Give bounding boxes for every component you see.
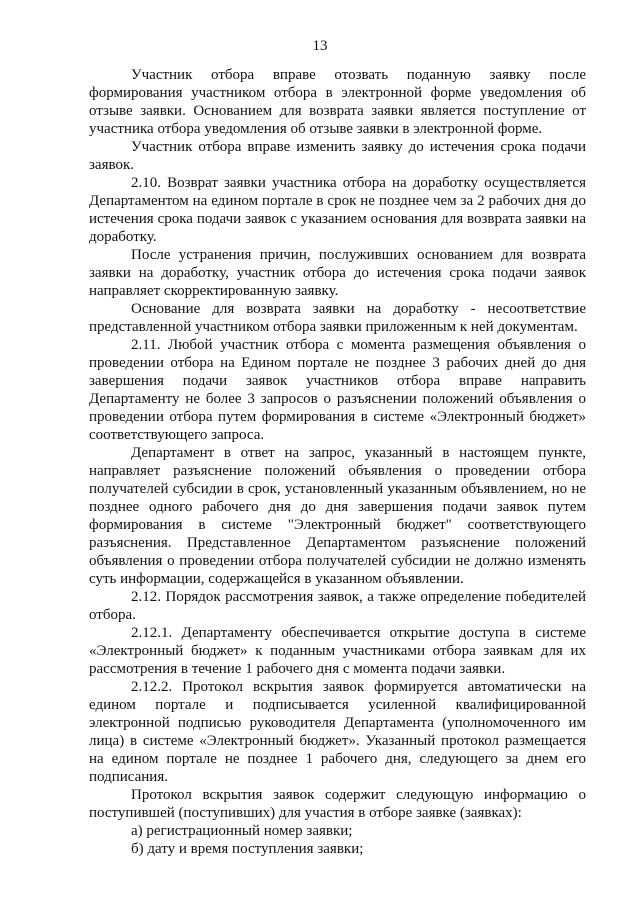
paragraph-withdraw-application: Участник отбора вправе отозвать поданную заявку после формирования участником отбора в электронной форме уведомления об отзыве заявки. Основанием для возврата заявки является поступление от участника отбора уведомления об отзыве заявки в электронной форме. bbox=[89, 67, 586, 137]
paragraph-department-response: Департамент в ответ на запрос, указанный в настоящем пункте, направляет разъяснение положений объявления о проведении отбора получателей субсидии в срок, установленный указанным объявлением, но не позднее одного рабочего дня до дня завершения подачи заявок путем формирования в системе "Электронный бюджет" соответствующего разъяснения. Представленное Департаментом разъяснение положений объявления о проведении отбора получателей субсидии не должно изменять суть информации, содержащейся в указанном объявлении. bbox=[89, 445, 586, 587]
paragraph-2-10-return-for-revision: 2.10. Возврат заявки участника отбора на доработку осуществляется Департаментом на едином портале в срок не позднее чем за 2 рабочих дня до истечения срока подачи заявок с указанием основания для возврата заявки на доработку. bbox=[89, 175, 586, 245]
paragraph-change-application: Участник отбора вправе изменить заявку до истечения срока подачи заявок. bbox=[89, 139, 586, 173]
paragraph-return-grounds: Основание для возврата заявки на доработку - несоответствие представленной участником отбора заявки приложенным к ней документам. bbox=[89, 301, 586, 335]
document-body bbox=[89, 66, 586, 858]
list-item-registration-number: а) регистрационный номер заявки; bbox=[131, 823, 353, 839]
paragraph-2-12-1-access: 2.12.1. Департаменту обеспечивается открытие доступа в системе «Электронный бюджет» к поданным участниками отбора заявкам для их рассмотрения в течение 1 рабочего дня с момента подачи заявки. bbox=[89, 625, 586, 677]
paragraph-2-12-review-procedure: 2.12. Порядок рассмотрения заявок, а также определение победителей отбора. bbox=[89, 589, 586, 623]
page-number: 13 bbox=[312, 38, 328, 54]
paragraph-protocol-contents: Протокол вскрытия заявок содержит следующую информацию о поступившей (поступивших) для участия в отборе заявке (заявках): bbox=[89, 787, 586, 821]
paragraph-2-11-clarification-requests: 2.11. Любой участник отбора с момента размещения объявления о проведении отбора на Едином портале не позднее 3 рабочих дней до дня завершения подачи заявок участников отбора вправе направить Департаменту не более 3 запросов о разъяснении положений объявления о проведении отбора путем формирования в системе «Электронный бюджет» соответствующего запроса. bbox=[89, 337, 586, 443]
paragraph-resubmit-application: После устранения причин, послуживших основанием для возврата заявки на доработку, участник отбора до истечения срока подачи заявок направляет скорректированную заявку. bbox=[89, 247, 586, 299]
paragraph-2-12-2-opening-protocol: 2.12.2. Протокол вскрытия заявок формируется автоматически на едином портале и подписывается усиленной квалифицированной электронной подписью руководителя Департамента (уполномоченного им лица) в системе «Электронный бюджет». Указанный протокол размещается на едином портале не позднее 1 рабочего дня, следующего за днем его подписания. bbox=[89, 679, 586, 785]
list-item-submission-datetime: б) дату и время поступления заявки; bbox=[131, 841, 364, 857]
